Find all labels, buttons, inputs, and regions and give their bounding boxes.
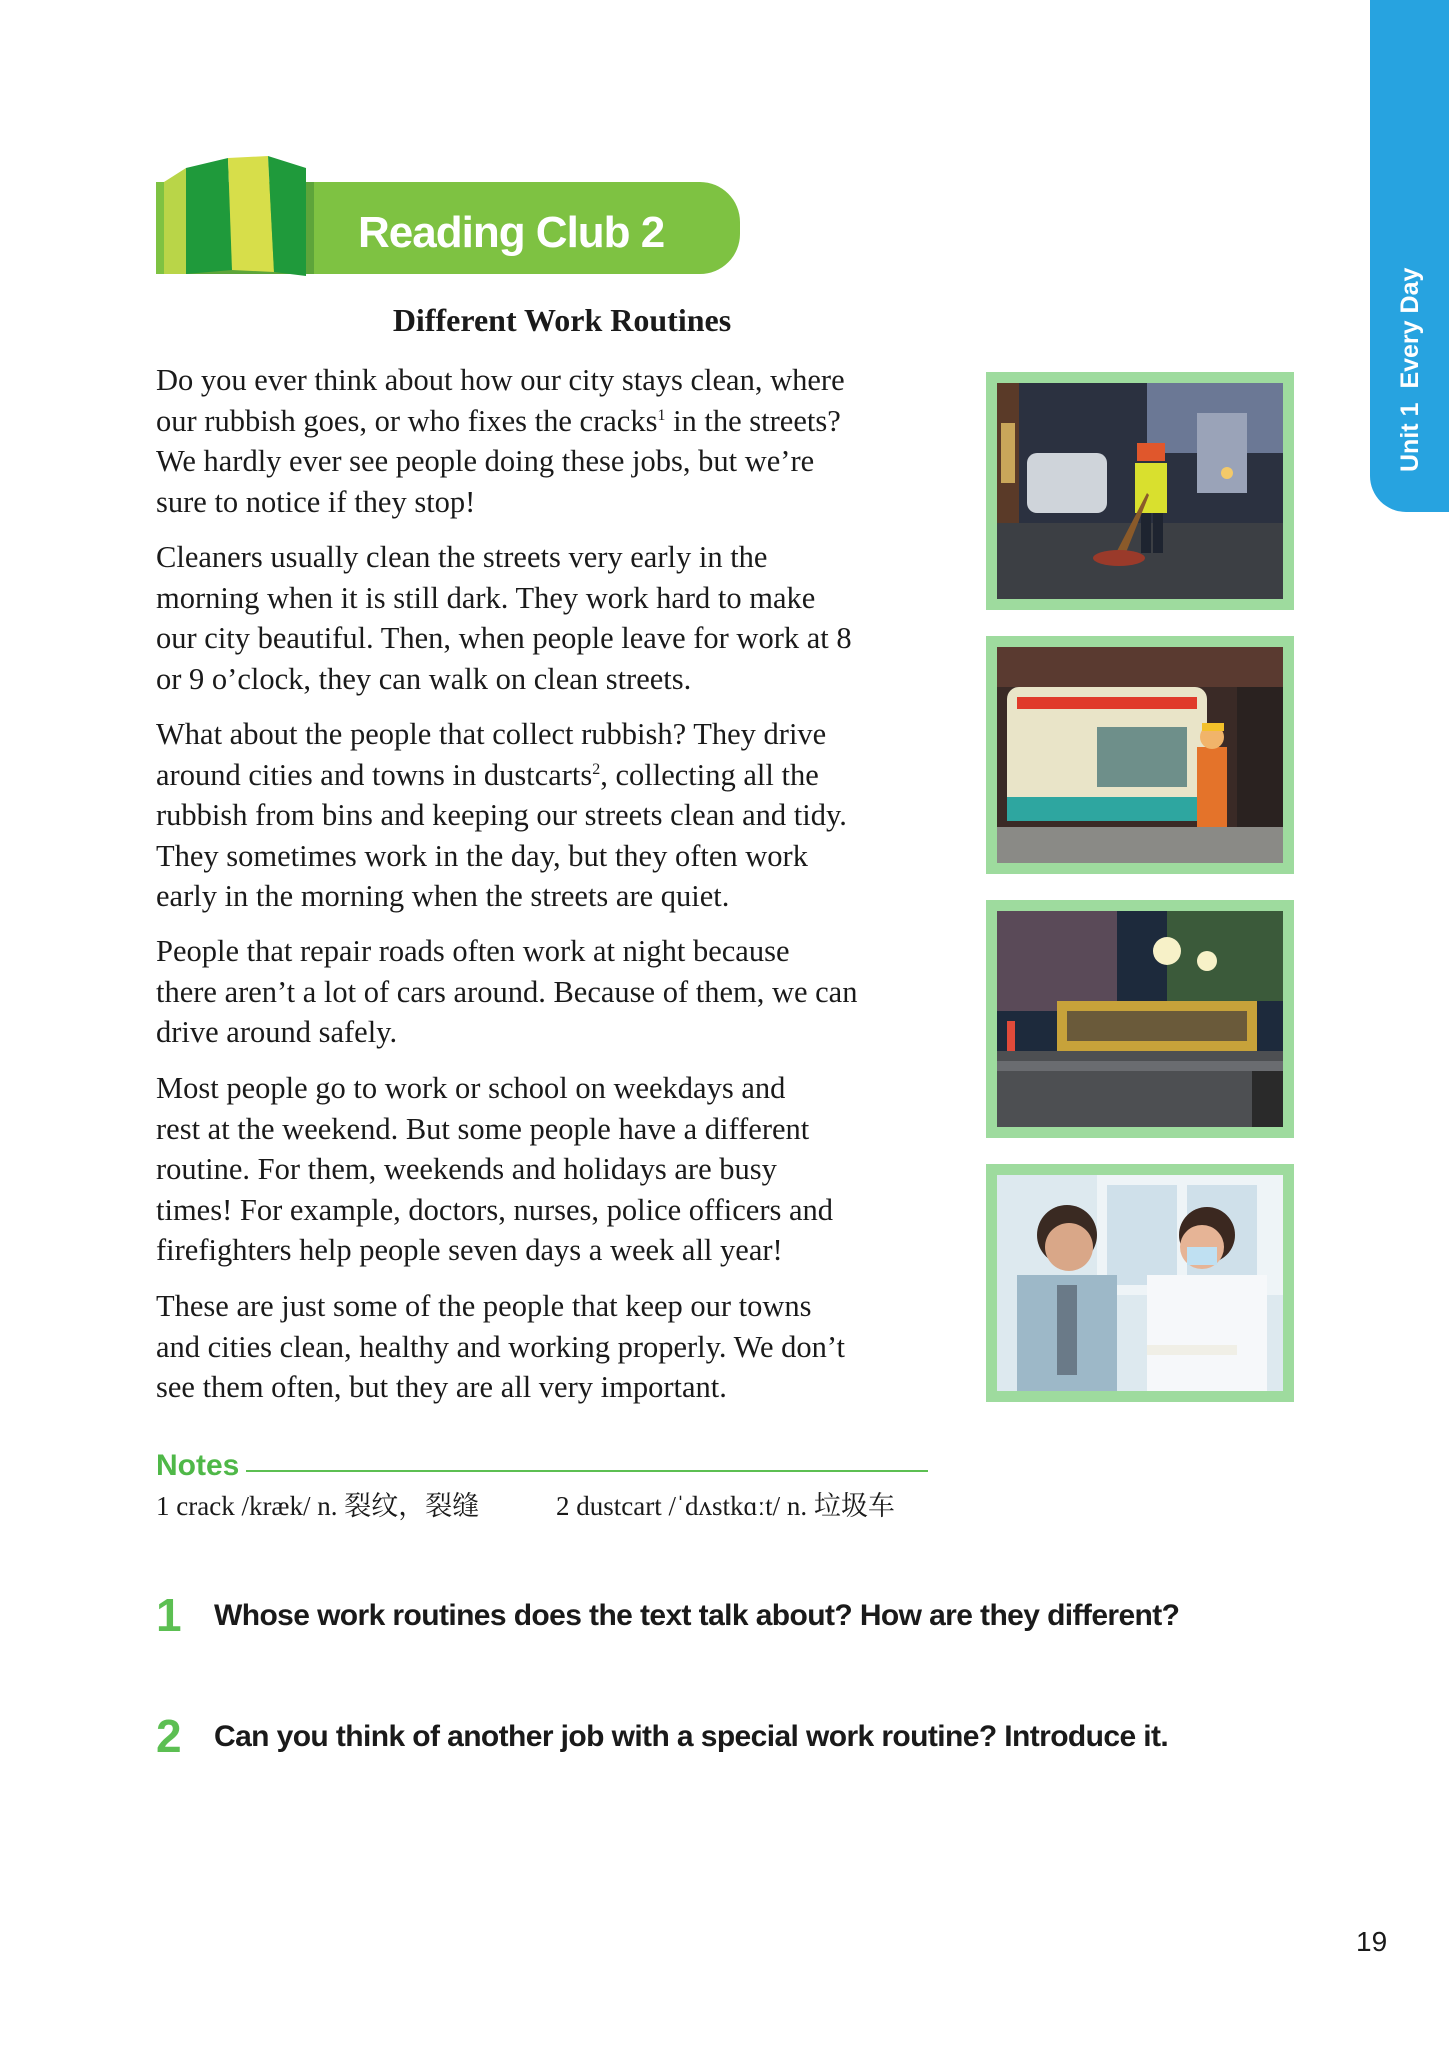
question-number: 2	[156, 1710, 182, 1762]
question-text: Can you think of another job with a special work routine? Introduce it.	[214, 1720, 1169, 1753]
photo-street-cleaner	[986, 372, 1294, 610]
article-title: Different Work Routines	[392, 302, 732, 338]
question-text: Whose work routines does the text talk about? How are they different?	[214, 1599, 1180, 1632]
text-line: around cities and towns in dustcarts	[156, 757, 593, 792]
text-line: We hardly ever see people doing these jobs, but we’re	[156, 444, 815, 478]
text-line: early in the morning when the streets are quiet.	[156, 879, 730, 913]
reading-club-banner	[156, 152, 740, 276]
text-line: sure to notice if they stop!	[156, 484, 476, 519]
text-line: routine. For them, weekends and holidays are busy	[156, 1152, 777, 1186]
photo-road-repair	[986, 900, 1294, 1138]
note-dustcart: 2 dustcart /ˈdʌstkɑːt/ n. 垃圾车	[556, 1491, 895, 1521]
text-line: These are just some of the people that keep our towns	[156, 1289, 812, 1323]
text-line: morning when it is still dark. They work hard to make	[156, 580, 816, 615]
text-line: times! For example, doctors, nurses, police officers and	[156, 1192, 834, 1227]
text-line: and cities clean, healthy and working properly. We don’t	[156, 1329, 845, 1364]
footnote-ref: 1	[657, 406, 666, 424]
question-number: 1	[156, 1589, 182, 1641]
unit-title: Every Day	[1396, 267, 1424, 389]
text-line: rest at the weekend. But some people have a different	[156, 1111, 810, 1146]
text-line: our rubbish goes, or who fixes the cracks	[156, 403, 658, 438]
text-line: in the streets?	[665, 403, 841, 438]
paragraph	[156, 360, 976, 522]
text-line: drive around safely.	[156, 1015, 398, 1049]
unit-number: Unit 1	[1396, 402, 1424, 472]
notes-label: Notes	[156, 1449, 240, 1482]
photo-dustcart	[986, 636, 1294, 874]
paragraph	[156, 1286, 976, 1408]
footnote-ref: 2	[592, 760, 601, 778]
paragraph	[156, 537, 976, 699]
paragraph	[156, 1068, 976, 1271]
open-book-icon	[156, 152, 316, 276]
notes-divider	[246, 1470, 928, 1472]
banner-title: Reading Club 2	[358, 208, 665, 257]
text-line: Do you ever think about how our city stays clean, where	[156, 363, 845, 397]
text-line: firefighters help people seven days a week all year!	[156, 1233, 783, 1267]
text-line: there aren’t a lot of cars around. Because of them, we can	[156, 974, 858, 1009]
page-number: 19	[1356, 1926, 1388, 1957]
paragraph	[156, 714, 976, 917]
text-line: Cleaners usually clean the streets very early in the	[156, 540, 768, 574]
text-line: or 9 o’clock, they can walk on clean streets.	[156, 661, 692, 696]
note-crack: 1 crack /kræk/ n. 裂纹，裂缝	[156, 1491, 480, 1521]
text-line: Most people go to work or school on weekdays and	[156, 1071, 786, 1105]
text-line: They sometimes work in the day, but they often work	[156, 838, 808, 873]
text-line: , collecting all the	[600, 757, 819, 792]
paragraph	[156, 931, 976, 1053]
text-line: our city beautiful. Then, when people leave for work at 8	[156, 621, 852, 655]
text-line: What about the people that collect rubbish? They drive	[156, 717, 827, 751]
text-line: People that repair roads often work at night because	[156, 934, 790, 968]
text-line: see them often, but they are all very important.	[156, 1370, 727, 1404]
unit-tab-label	[1390, 242, 1430, 472]
text-line: rubbish from bins and keeping our streets clean and tidy.	[156, 798, 847, 832]
photo-doctor-patient	[986, 1164, 1294, 1402]
